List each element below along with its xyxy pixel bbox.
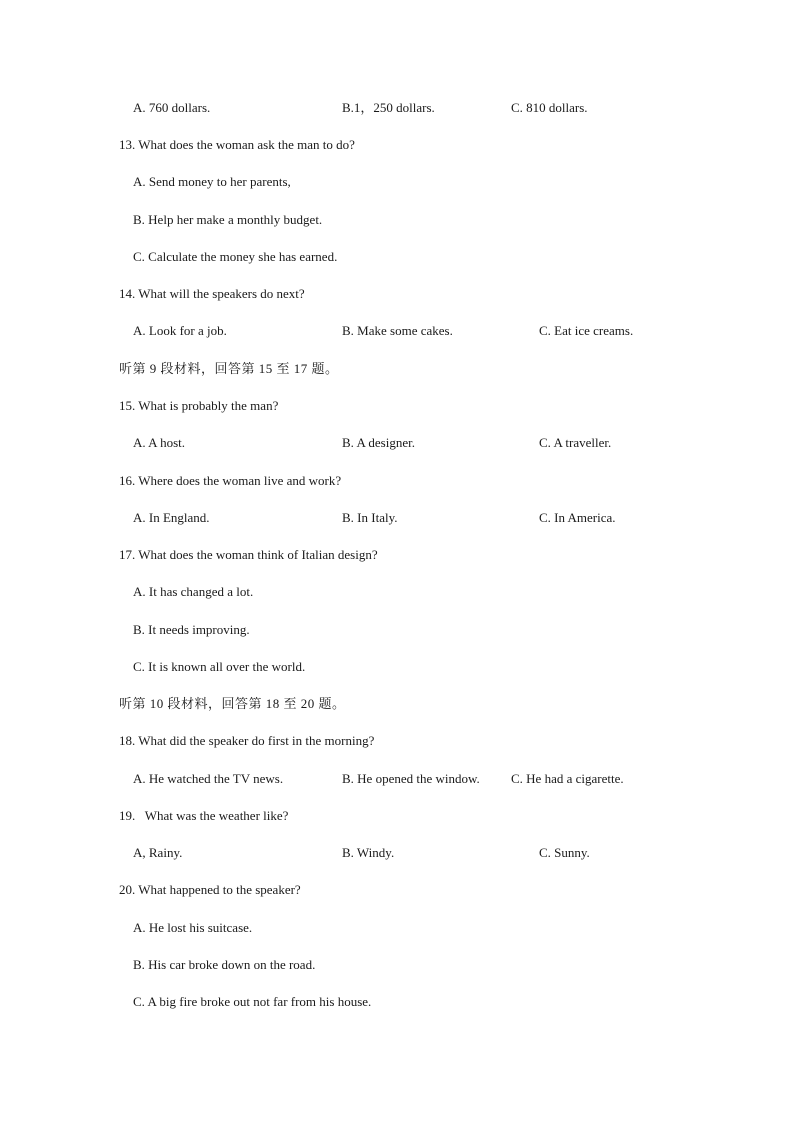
q17-option-b: B. It needs improving. bbox=[133, 622, 250, 637]
q14-question: 14. What will the speakers do next? bbox=[119, 286, 305, 301]
q14-option-c: C. Eat ice creams. bbox=[539, 323, 634, 338]
q15-option-c: C. A traveller. bbox=[539, 435, 612, 450]
q18-option-b: B. He opened the window. bbox=[342, 771, 480, 786]
q16-option-a: A. In England. bbox=[133, 510, 210, 525]
q17-option-a: A. It has changed a lot. bbox=[133, 584, 254, 599]
q15-option-a: A. A host. bbox=[133, 435, 186, 450]
q20-question: 20. What happened to the speaker? bbox=[119, 882, 301, 897]
q13-option-b: B. Help her make a monthly budget. bbox=[133, 212, 323, 227]
q12-option-a: A. 760 dollars. bbox=[133, 100, 211, 115]
q13-option-a: A. Send money to her parents, bbox=[133, 174, 291, 189]
q13-option-c: C. Calculate the money she has earned. bbox=[133, 249, 338, 264]
q18-question: 18. What did the speaker do first in the morning? bbox=[119, 733, 375, 748]
q20-option-c: C. A big fire broke out not far from his house. bbox=[133, 994, 372, 1009]
q15-option-b: B. A designer. bbox=[342, 435, 415, 450]
section-9-instruction: 听第 9 段材料，回答第 15 至 17 题。 bbox=[119, 361, 339, 376]
q13-question: 13. What does the woman ask the man to do? bbox=[119, 137, 355, 152]
q12-option-b: B.1，250 dollars. bbox=[342, 100, 435, 115]
q16-option-c: C. In America. bbox=[539, 510, 616, 525]
q14-option-a: A. Look for a job. bbox=[133, 323, 227, 338]
q19-option-b: B. Windy. bbox=[342, 845, 395, 860]
q17-question: 17. What does the woman think of Italian design? bbox=[119, 547, 378, 562]
q18-option-c: C. He had a cigarette. bbox=[511, 771, 624, 786]
q19-question: 19. What was the weather like? bbox=[119, 808, 289, 823]
section-10-instruction: 听第 10 段材料，回答第 18 至 20 题。 bbox=[119, 696, 346, 711]
q20-option-a: A. He lost his suitcase. bbox=[133, 920, 253, 935]
q14-option-b: B. Make some cakes. bbox=[342, 323, 453, 338]
q19-option-a: A, Rainy. bbox=[133, 845, 183, 860]
q15-question: 15. What is probably the man? bbox=[119, 398, 279, 413]
q19-option-c: C. Sunny. bbox=[539, 845, 590, 860]
q16-option-b: B. In Italy. bbox=[342, 510, 398, 525]
q16-question: 16. Where does the woman live and work? bbox=[119, 473, 342, 488]
q17-option-c: C. It is known all over the world. bbox=[133, 659, 306, 674]
q20-option-b: B. His car broke down on the road. bbox=[133, 957, 316, 972]
q12-option-c: C. 810 dollars. bbox=[511, 100, 588, 115]
q18-option-a: A. He watched the TV news. bbox=[133, 771, 284, 786]
